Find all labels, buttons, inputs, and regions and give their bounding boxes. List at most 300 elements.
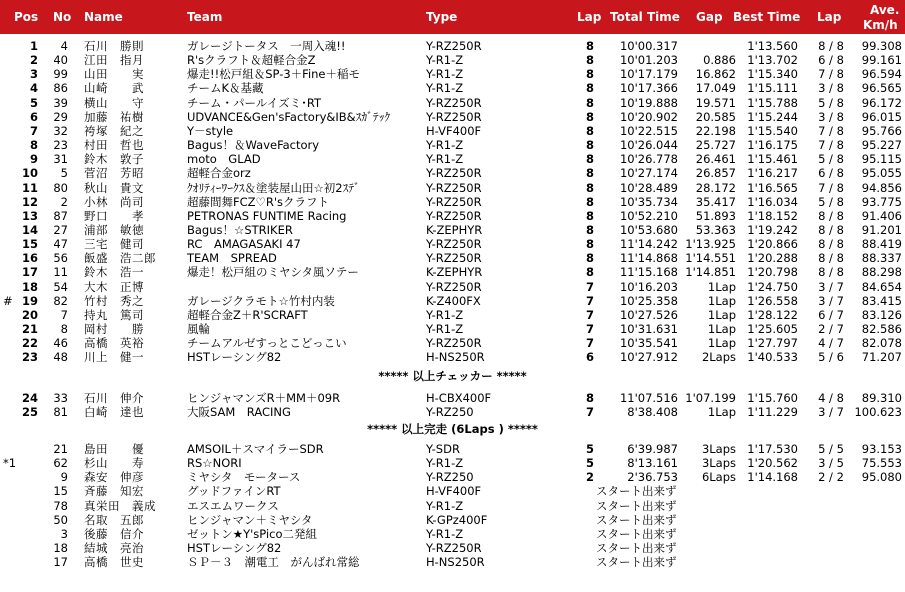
best-time-cell: 1'20.562 bbox=[747, 456, 798, 470]
team-cell: ＳＰ－３ 潮電工 がんばれ常総 bbox=[187, 555, 360, 569]
average-speed-cell: 88.337 bbox=[861, 251, 902, 265]
number-cell: 80 bbox=[53, 181, 68, 195]
machine-cell: H-VF400F bbox=[426, 124, 482, 138]
header-best-time: Best Time bbox=[733, 10, 801, 24]
lap-count-cell: 8 bbox=[585, 81, 594, 95]
number-cell: 8 bbox=[60, 322, 68, 336]
team-cell: moto GLAD bbox=[187, 152, 261, 166]
machine-cell: Y-R1-Z bbox=[426, 456, 464, 470]
best-time-cell: 1'13.702 bbox=[747, 53, 798, 67]
best-time-cell: 1'20.288 bbox=[747, 251, 798, 265]
team-cell: ヒンジャマン＋ミヤシタ bbox=[187, 513, 313, 527]
team-cell: 風輪 bbox=[187, 322, 210, 336]
position-cell: 11 bbox=[21, 181, 38, 195]
gap-cell: 53.363 bbox=[695, 223, 736, 237]
rider-name-cell: 岡村 勝 bbox=[84, 322, 144, 336]
best-lap-cell: 5 / 8 bbox=[818, 195, 844, 209]
gap-cell: 0.886 bbox=[703, 53, 736, 67]
lap-count-cell: 2 bbox=[585, 470, 594, 484]
lap-count-cell: 7 bbox=[585, 308, 594, 322]
average-speed-cell: 94.856 bbox=[861, 181, 902, 195]
table-row bbox=[0, 110, 905, 124]
team-cell: 大阪SAM RACING bbox=[187, 405, 291, 419]
best-lap-cell: 3 / 7 bbox=[818, 280, 844, 294]
table-row bbox=[0, 280, 905, 294]
machine-cell: K-ZEPHYR bbox=[426, 265, 483, 279]
total-time-cell: 10'22.515 bbox=[619, 124, 678, 138]
best-lap-cell: 7 / 8 bbox=[818, 181, 844, 195]
best-time-cell: 1'14.168 bbox=[747, 470, 798, 484]
table-row bbox=[0, 96, 905, 110]
best-time-cell: 1'15.244 bbox=[747, 110, 798, 124]
team-cell: RS☆NORI bbox=[187, 456, 242, 470]
position-cell: 16 bbox=[21, 251, 38, 265]
position-cell: 10 bbox=[21, 166, 38, 180]
best-lap-cell: 5 / 6 bbox=[818, 350, 844, 364]
rider-name-cell: 竹村 秀之 bbox=[84, 294, 144, 308]
average-speed-cell: 96.594 bbox=[861, 67, 902, 81]
total-time-cell: 10'26.778 bbox=[619, 152, 678, 166]
gap-cell: 20.585 bbox=[695, 110, 736, 124]
machine-cell: Y-RZ250R bbox=[426, 96, 482, 110]
rider-name-cell: 白崎 達也 bbox=[84, 405, 144, 419]
number-cell: 47 bbox=[53, 237, 68, 251]
best-lap-cell: 5 / 8 bbox=[818, 152, 844, 166]
rider-name-cell: 真栄田 義成 bbox=[84, 499, 156, 513]
position-cell: 25 bbox=[21, 405, 38, 419]
rider-name-cell: 川上 健一 bbox=[84, 350, 144, 364]
rider-name-cell: 高橋 世史 bbox=[84, 555, 144, 569]
best-time-cell: 1'20.798 bbox=[747, 265, 798, 279]
team-cell: ヒンジャマンズR＋MM＋09R bbox=[187, 391, 341, 405]
machine-cell: H-NS250R bbox=[426, 555, 485, 569]
team-cell: チーム・パールイズミ･RT bbox=[187, 96, 322, 110]
position-cell: 8 bbox=[29, 138, 38, 152]
average-speed-cell: 91.201 bbox=[861, 223, 902, 237]
gap-cell: 16.862 bbox=[695, 67, 736, 81]
number-cell: 29 bbox=[53, 110, 68, 124]
machine-cell: K-GPz400F bbox=[426, 513, 488, 527]
gap-cell: 1Lap bbox=[707, 308, 736, 322]
lap-count-cell: 8 bbox=[585, 138, 594, 152]
average-speed-cell: 99.308 bbox=[861, 39, 902, 53]
gap-cell: 3Laps bbox=[701, 442, 736, 456]
rider-name-cell: 鈴木 浩一 bbox=[84, 265, 144, 279]
number-cell: 2 bbox=[60, 195, 68, 209]
gap-cell: 51.893 bbox=[695, 209, 736, 223]
rider-name-cell: 森安 伸彦 bbox=[84, 470, 144, 484]
best-lap-cell: 8 / 8 bbox=[818, 209, 844, 223]
best-lap-cell: 7 / 8 bbox=[818, 138, 844, 152]
best-time-cell: 1'16.175 bbox=[747, 138, 798, 152]
total-time-cell: 11'14.868 bbox=[619, 251, 678, 265]
number-cell: 31 bbox=[53, 152, 68, 166]
gap-cell: 6Laps bbox=[701, 470, 736, 484]
lap-count-cell: 8 bbox=[585, 195, 594, 209]
gap-cell: 26.461 bbox=[695, 152, 736, 166]
average-speed-cell: 89.310 bbox=[861, 391, 902, 405]
total-time-cell: 10'27.174 bbox=[619, 166, 678, 180]
number-cell: 48 bbox=[53, 350, 68, 364]
number-cell: 21 bbox=[53, 442, 68, 456]
best-time-cell: 1'13.560 bbox=[747, 39, 798, 53]
total-time-cell: 10'52.210 bbox=[619, 209, 678, 223]
position-cell: 1 bbox=[29, 39, 38, 53]
best-time-cell: 1'15.340 bbox=[747, 67, 798, 81]
position-cell: 23 bbox=[21, 350, 38, 364]
position-cell: 7 bbox=[29, 124, 38, 138]
position-cell: 22 bbox=[21, 336, 38, 350]
lap-count-cell: 8 bbox=[585, 391, 594, 405]
number-cell: 15 bbox=[53, 484, 68, 498]
rider-name-cell: 山田 実 bbox=[84, 67, 144, 81]
machine-cell: Y-RZ250R bbox=[426, 195, 482, 209]
total-time-cell: スタート出来ず bbox=[596, 541, 677, 555]
total-time-cell: 2'36.753 bbox=[627, 470, 678, 484]
team-cell: グッドファインRT bbox=[187, 484, 281, 498]
best-lap-cell: 8 / 8 bbox=[818, 39, 844, 53]
gap-cell: 1'14.851 bbox=[685, 265, 736, 279]
rider-name-cell: 高橋 英裕 bbox=[84, 336, 144, 350]
average-speed-cell: 83.126 bbox=[861, 308, 902, 322]
position-cell: 5 bbox=[29, 96, 38, 110]
table-row bbox=[0, 195, 905, 209]
machine-cell: Y-R1-Z bbox=[426, 138, 464, 152]
lap-count-cell: 8 bbox=[585, 39, 594, 53]
position-cell: 19 bbox=[21, 294, 38, 308]
gap-cell: 1'07.199 bbox=[685, 391, 736, 405]
number-cell: 9 bbox=[60, 470, 68, 484]
number-cell: 32 bbox=[53, 124, 68, 138]
lap-count-cell: 5 bbox=[585, 456, 594, 470]
gap-cell: 35.417 bbox=[695, 195, 736, 209]
number-cell: 17 bbox=[53, 555, 68, 569]
best-time-cell: 1'28.122 bbox=[747, 308, 798, 322]
table-row bbox=[0, 124, 905, 138]
rider-name-cell: 鈴木 敦子 bbox=[84, 152, 144, 166]
team-cell: Y－style bbox=[187, 124, 234, 138]
team-cell: ゼットン★Y'sPico二発組 bbox=[187, 527, 317, 541]
table-row bbox=[0, 53, 905, 67]
position-cell: 13 bbox=[21, 209, 38, 223]
average-speed-cell: 88.419 bbox=[861, 237, 902, 251]
total-time-cell: 10'01.203 bbox=[619, 53, 678, 67]
table-row bbox=[0, 152, 905, 166]
rider-name-cell: 加藤 祐樹 bbox=[84, 110, 144, 124]
best-time-cell: 1'15.760 bbox=[747, 391, 798, 405]
lap-count-cell: 8 bbox=[585, 53, 594, 67]
total-time-cell: スタート出来ず bbox=[596, 555, 677, 569]
number-cell: 46 bbox=[53, 336, 68, 350]
rider-name-cell: 杉山 寿 bbox=[84, 456, 144, 470]
table-row bbox=[0, 391, 905, 405]
number-cell: 50 bbox=[53, 513, 68, 527]
gap-cell: 17.049 bbox=[695, 81, 736, 95]
best-time-cell: 1'27.797 bbox=[747, 336, 798, 350]
table-row bbox=[0, 166, 905, 180]
number-cell: 3 bbox=[60, 527, 68, 541]
header-team: Team bbox=[187, 10, 223, 24]
machine-cell: Y-RZ250R bbox=[426, 336, 482, 350]
number-cell: 86 bbox=[53, 81, 68, 95]
total-time-cell: 10'31.631 bbox=[619, 322, 678, 336]
total-time-cell: 10'20.902 bbox=[619, 110, 678, 124]
machine-cell: H-NS250R bbox=[426, 350, 485, 364]
machine-cell: Y-R1-Z bbox=[426, 527, 464, 541]
gap-cell: 1Lap bbox=[707, 405, 736, 419]
best-lap-cell: 3 / 7 bbox=[818, 294, 844, 308]
table-row bbox=[0, 223, 905, 237]
team-cell: HSTレーシング82 bbox=[187, 350, 282, 364]
table-row bbox=[0, 237, 905, 251]
number-cell: 56 bbox=[53, 251, 68, 265]
machine-cell: K-ZEPHYR bbox=[426, 223, 483, 237]
position-cell: 20 bbox=[21, 308, 38, 322]
table-row bbox=[0, 350, 905, 364]
header-no: No bbox=[53, 10, 72, 24]
average-speed-cell: 100.623 bbox=[854, 405, 902, 419]
machine-cell: Y-R1-Z bbox=[426, 322, 464, 336]
header-pos: Pos bbox=[14, 10, 39, 24]
best-time-cell: 1'19.242 bbox=[747, 223, 798, 237]
table-row bbox=[0, 322, 905, 336]
header-best-lap: Lap bbox=[817, 10, 842, 24]
total-time-cell: 10'00.317 bbox=[619, 39, 678, 53]
total-time-cell: 6'39.987 bbox=[627, 442, 678, 456]
best-time-cell: 1'17.530 bbox=[747, 442, 798, 456]
section-separator: ***** 以上チェッカー ***** bbox=[378, 369, 527, 383]
team-cell: 超軽合金orz bbox=[187, 166, 251, 180]
rider-name-cell: 後藤 信介 bbox=[84, 527, 144, 541]
rider-name-cell: 石川 伸介 bbox=[84, 391, 144, 405]
lap-count-cell: 8 bbox=[585, 181, 594, 195]
table-row bbox=[0, 527, 905, 541]
header-gap: Gap bbox=[696, 10, 723, 24]
machine-cell: Y-RZ250 bbox=[426, 470, 474, 484]
machine-cell: Y-RZ250R bbox=[426, 110, 482, 124]
best-lap-cell: 2 / 2 bbox=[818, 470, 844, 484]
best-lap-cell: 7 / 8 bbox=[818, 124, 844, 138]
total-time-cell: 10'27.912 bbox=[619, 350, 678, 364]
rider-name-cell: 浦部 敏徳 bbox=[84, 223, 144, 237]
gap-cell: 19.571 bbox=[695, 96, 736, 110]
best-lap-cell: 8 / 8 bbox=[818, 237, 844, 251]
total-time-cell: 10'25.358 bbox=[619, 294, 678, 308]
total-time-cell: スタート出来ず bbox=[596, 513, 677, 527]
average-speed-cell: 84.654 bbox=[861, 280, 902, 294]
rider-name-cell: 小林 尚司 bbox=[84, 195, 144, 209]
average-speed-cell: 91.406 bbox=[861, 209, 902, 223]
total-time-cell: 10'27.526 bbox=[619, 308, 678, 322]
average-speed-cell: 75.553 bbox=[861, 456, 902, 470]
gap-cell: 1Lap bbox=[707, 294, 736, 308]
total-time-cell: 10'17.179 bbox=[619, 67, 678, 81]
machine-cell: Y-RZ250R bbox=[426, 166, 482, 180]
table-row bbox=[0, 484, 905, 498]
average-speed-cell: 96.172 bbox=[861, 96, 902, 110]
position-cell: 15 bbox=[21, 237, 38, 251]
rider-name-cell: 飯盛 浩二郎 bbox=[84, 251, 156, 265]
header-total-time: Total Time bbox=[610, 10, 680, 24]
number-cell: 82 bbox=[53, 294, 68, 308]
number-cell: 27 bbox=[53, 223, 68, 237]
number-cell: 87 bbox=[53, 209, 68, 223]
average-speed-cell: 71.207 bbox=[861, 350, 902, 364]
number-cell: 54 bbox=[53, 280, 68, 294]
total-time-cell: 10'35.734 bbox=[619, 195, 678, 209]
number-cell: 23 bbox=[53, 138, 68, 152]
machine-cell: Y-R1-Z bbox=[426, 499, 464, 513]
best-time-cell: 1'15.788 bbox=[747, 96, 798, 110]
average-speed-cell: 95.080 bbox=[861, 470, 902, 484]
number-cell: 7 bbox=[60, 308, 68, 322]
team-cell: ガレージクラモト☆竹村内装 bbox=[187, 294, 335, 308]
number-cell: 81 bbox=[53, 405, 68, 419]
best-lap-cell: 8 / 8 bbox=[818, 251, 844, 265]
machine-cell: Y-R1-Z bbox=[426, 81, 464, 95]
section-separator: ***** 以上完走 (6Laps ) ***** bbox=[367, 422, 538, 436]
best-lap-cell: 5 / 8 bbox=[818, 96, 844, 110]
gap-cell: 26.857 bbox=[695, 166, 736, 180]
table-row bbox=[0, 308, 905, 322]
machine-cell: Y-R1-Z bbox=[426, 308, 464, 322]
best-time-cell: 1'16.565 bbox=[747, 181, 798, 195]
average-speed-cell: 83.415 bbox=[861, 294, 902, 308]
rider-name-cell: 袴塚 紀之 bbox=[84, 124, 144, 138]
number-cell: 99 bbox=[53, 67, 68, 81]
lap-count-cell: 8 bbox=[585, 124, 594, 138]
team-cell: ミヤシタ モータース bbox=[187, 470, 301, 484]
team-cell: Bagus！☆STRIKER bbox=[187, 223, 293, 237]
total-time-cell: 11'15.168 bbox=[619, 265, 678, 279]
best-time-cell: 1'40.533 bbox=[747, 350, 798, 364]
position-cell: 17 bbox=[21, 265, 38, 279]
number-cell: 39 bbox=[53, 96, 68, 110]
table-row bbox=[0, 336, 905, 350]
table-row bbox=[0, 209, 905, 223]
gap-cell: 1Lap bbox=[707, 322, 736, 336]
position-cell: 9 bbox=[29, 152, 38, 166]
gap-cell: 1'14.551 bbox=[685, 251, 736, 265]
results-header bbox=[0, 0, 905, 34]
lap-count-cell: 8 bbox=[585, 265, 594, 279]
best-lap-cell: 6 / 7 bbox=[818, 308, 844, 322]
table-row bbox=[0, 294, 905, 308]
rider-name-cell: 名取 五郎 bbox=[84, 513, 144, 527]
machine-cell: H-VF400F bbox=[426, 484, 482, 498]
number-cell: 78 bbox=[53, 499, 68, 513]
rider-name-cell: 大木 正博 bbox=[84, 280, 144, 294]
table-row bbox=[0, 456, 905, 470]
team-cell: エスエムワークス bbox=[187, 499, 279, 513]
average-speed-cell: 93.775 bbox=[861, 195, 902, 209]
machine-cell: Y-RZ250R bbox=[426, 280, 482, 294]
machine-cell: Y-R1-Z bbox=[426, 53, 464, 67]
average-speed-cell: 95.115 bbox=[861, 152, 902, 166]
number-cell: 40 bbox=[53, 53, 68, 67]
average-speed-cell: 95.766 bbox=[861, 124, 902, 138]
machine-cell: Y-RZ250R bbox=[426, 209, 482, 223]
rider-name-cell: 持丸 篤司 bbox=[84, 308, 144, 322]
gap-cell: 1Lap bbox=[707, 336, 736, 350]
number-cell: 33 bbox=[53, 391, 68, 405]
team-cell: チームK＆基藏 bbox=[187, 81, 264, 95]
team-cell: 爆走!!松戸組＆SP-3＋Fine＋稲モ bbox=[187, 67, 361, 81]
lap-count-cell: 8 bbox=[585, 166, 594, 180]
mark-cell: # bbox=[3, 294, 13, 308]
total-time-cell: 10'16.203 bbox=[619, 280, 678, 294]
position-cell: 3 bbox=[29, 67, 38, 81]
best-time-cell: 1'25.605 bbox=[747, 322, 798, 336]
team-cell: ガレージトータス 一周入魂!! bbox=[187, 39, 346, 53]
gap-cell: 28.172 bbox=[695, 181, 736, 195]
average-speed-cell: 88.298 bbox=[861, 265, 902, 279]
header-lap: Lap bbox=[577, 10, 602, 24]
total-time-cell: スタート出来ず bbox=[596, 484, 677, 498]
team-cell: AMSOIL＋スマイラーSDR bbox=[187, 442, 324, 456]
table-row bbox=[0, 513, 905, 527]
machine-cell: Y-RZ250R bbox=[426, 251, 482, 265]
lap-count-cell: 8 bbox=[585, 110, 594, 124]
team-cell: ｸｵﾘﾃｨｰﾜｰｸｽ＆塗装屋山田☆初2ｽﾃﾞ bbox=[187, 181, 360, 195]
number-cell: 62 bbox=[53, 456, 68, 470]
total-time-cell: スタート出来ず bbox=[596, 527, 677, 541]
lap-count-cell: 7 bbox=[585, 280, 594, 294]
table-row bbox=[0, 405, 905, 419]
average-speed-cell: 99.161 bbox=[861, 53, 902, 67]
table-row bbox=[0, 470, 905, 484]
best-time-cell: 1'15.461 bbox=[747, 152, 798, 166]
best-lap-cell: 3 / 8 bbox=[818, 110, 844, 124]
table-row bbox=[0, 67, 905, 81]
total-time-cell: 10'19.888 bbox=[619, 96, 678, 110]
lap-count-cell: 7 bbox=[585, 294, 594, 308]
team-cell: RC AMAGASAKI 47 bbox=[187, 237, 301, 251]
best-time-cell: 1'16.034 bbox=[747, 195, 798, 209]
total-time-cell: 8'38.408 bbox=[627, 405, 678, 419]
machine-cell: Y-SDR bbox=[426, 442, 460, 456]
position-cell: 14 bbox=[21, 223, 38, 237]
gap-cell: 3Laps bbox=[701, 456, 736, 470]
table-row bbox=[0, 181, 905, 195]
average-speed-cell: 96.015 bbox=[861, 110, 902, 124]
best-lap-cell: 3 / 8 bbox=[818, 81, 844, 95]
total-time-cell: 10'28.489 bbox=[619, 181, 678, 195]
best-lap-cell: 8 / 8 bbox=[818, 265, 844, 279]
lap-count-cell: 8 bbox=[585, 67, 594, 81]
rider-name-cell: 島田 優 bbox=[84, 442, 144, 456]
rider-name-cell: 野口 孝 bbox=[84, 209, 144, 223]
total-time-cell: 11'07.516 bbox=[619, 391, 678, 405]
table-row bbox=[0, 541, 905, 555]
machine-cell: Y-R1-Z bbox=[426, 67, 464, 81]
team-cell: UDVANCE&Gen'sFactory&IB&ｽｶﾞﾃｯｸ bbox=[187, 110, 391, 124]
team-cell: 超軽合金Z＋R'SCRAFT bbox=[187, 308, 308, 322]
machine-cell: Y-RZ250R bbox=[426, 39, 482, 53]
rider-name-cell: 石川 勝則 bbox=[84, 39, 144, 53]
team-cell: 爆走！松戸組のミヤシタ風ソテー bbox=[187, 265, 359, 279]
table-row bbox=[0, 442, 905, 456]
average-speed-cell: 93.153 bbox=[861, 442, 902, 456]
rider-name-cell: 斉藤 知宏 bbox=[84, 484, 144, 498]
best-lap-cell: 3 / 5 bbox=[818, 456, 844, 470]
best-time-cell: 1'15.540 bbox=[747, 124, 798, 138]
machine-cell: K-Z400FX bbox=[426, 294, 481, 308]
gap-cell: 1'13.925 bbox=[685, 237, 736, 251]
table-row bbox=[0, 81, 905, 95]
average-speed-cell: 95.227 bbox=[861, 138, 902, 152]
rider-name-cell: 山崎 武 bbox=[84, 81, 144, 95]
